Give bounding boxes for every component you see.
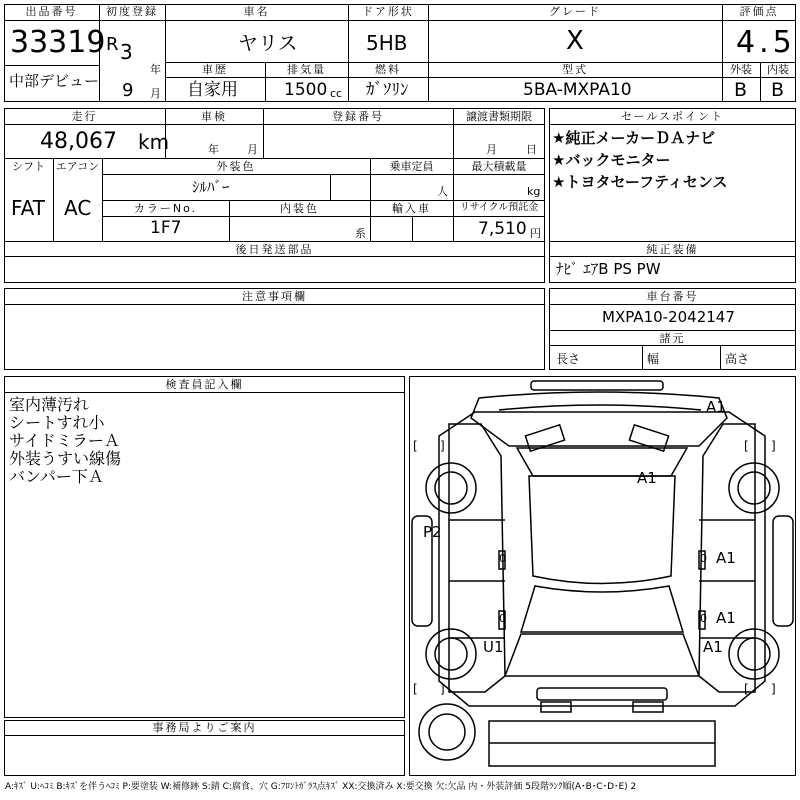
inspector-label: 検査員記入欄: [165, 378, 244, 391]
mark-zero-lf: 0: [499, 552, 506, 565]
inspection-label: 車検: [201, 110, 227, 123]
sales-points-label: セールスポイント: [620, 110, 724, 123]
grade-label: グレード: [549, 5, 601, 18]
load-unit: kg: [527, 185, 541, 198]
bracket-tr-close: ]: [771, 439, 776, 453]
inspector-note-3: サイドミラーＡ: [9, 431, 120, 450]
capacity-unit: 人: [437, 185, 448, 198]
shift: FAT: [11, 196, 46, 220]
mark-right-rear: A1: [703, 638, 723, 656]
door-type: 5HB: [366, 31, 408, 55]
interior-grade: B: [771, 79, 785, 101]
bracket-br-open: [: [744, 682, 749, 696]
exterior-color: ｼﾙﾊﾞｰ: [192, 178, 230, 196]
color-no-label: カラーNo.: [133, 202, 198, 215]
inspector-note-2: シートすれ小: [9, 413, 105, 432]
mileage-label: 走行: [71, 110, 98, 123]
first-reg-year: 3: [120, 40, 133, 64]
mark-left-front-door: P2: [423, 523, 442, 541]
displacement-label: 排気量: [287, 63, 326, 76]
door-label: ドア形状: [362, 5, 414, 18]
load-label: 最大積載量: [471, 160, 527, 173]
caution-label: 注意事項欄: [242, 290, 307, 303]
later-parts-label: 後日発送部品: [235, 243, 314, 256]
car-name: ヤリス: [238, 31, 298, 55]
mark-roof: A1: [637, 469, 657, 487]
color-label: 外装色: [216, 160, 256, 173]
interior-color-unit: 系: [355, 227, 366, 240]
ac-label: エアコン: [55, 160, 100, 173]
recycle-label: リサイクル預託金: [459, 202, 539, 213]
capacity-label: 乗車定員: [389, 160, 434, 173]
sales-point-1: ★純正メーカーＤＡナビ: [552, 129, 716, 147]
sales-point-2: ★バックモニター: [552, 151, 671, 169]
interior-label: 内装: [767, 63, 789, 76]
chassis-label: 車台番号: [646, 290, 699, 303]
fuel-label: 燃料: [375, 63, 401, 76]
bracket-tl-open: [: [413, 439, 418, 453]
color-no: 1F7: [150, 218, 182, 238]
sales-point-3: ★トヨタセーフティセンス: [552, 173, 728, 191]
history: 自家用: [187, 80, 238, 100]
inspector-note-1: 室内薄汚れ: [9, 395, 90, 414]
mark-zero-rr: 0: [700, 612, 707, 625]
history-label: 車歴: [202, 63, 228, 76]
bracket-bl-open: [: [413, 682, 418, 696]
ac: AC: [64, 196, 92, 220]
mark-left-rear: U1: [483, 638, 504, 656]
auction-name: 中部デビュー: [9, 72, 100, 90]
width-label: 幅: [647, 352, 660, 366]
length-label: 長さ: [556, 352, 581, 366]
bracket-bl-close: ]: [440, 682, 445, 696]
chassis-number: MXPA10-2042147: [602, 308, 735, 326]
grade: X: [566, 26, 584, 56]
inspection-year-unit: 年: [208, 143, 219, 156]
score-label: 評価点: [739, 5, 779, 18]
equipment-label: 純正装備: [646, 243, 699, 256]
recycle-unit: 円: [530, 227, 541, 240]
displacement-unit: cc: [330, 87, 343, 100]
mileage-unit: km: [138, 130, 170, 154]
bracket-tl-close: ]: [440, 439, 445, 453]
first-reg-label: 初度登録: [106, 5, 158, 18]
bracket-br-close: ]: [771, 682, 776, 696]
model: 5BA-MXPA10: [523, 80, 632, 100]
recycle-amount: 7,510: [478, 219, 527, 239]
inspector-note-4: 外装うすい線傷: [9, 449, 122, 468]
year-unit: 年: [150, 63, 161, 76]
mark-right-rear-door: A1: [716, 609, 736, 627]
lot-number: 33319: [10, 25, 106, 60]
interior-color-label: 内装色: [280, 202, 319, 215]
mark-hood: A1: [706, 398, 726, 416]
docs-month-unit: 月: [486, 143, 497, 156]
model-label: 型式: [562, 63, 588, 76]
fuel: ｶﾞｿﾘﾝ: [366, 80, 409, 100]
height-label: 高さ: [725, 352, 750, 366]
legend: A:ｷｽﾞ U:ﾍｺﾐ B:ｷｽﾞを伴うﾍｺﾐ P:要塗装 W:補修跡 S:錆 C:腐食、穴 G:ﾌﾛﾝﾄｶﾞﾗｽ点ｷｽﾞ XX:交換済み X:要交換 欠:欠品 内・外装評価 5段階ﾗﾝｸ順(A･B･C･D･E) 2: [5, 782, 637, 792]
bracket-tr-open: [: [744, 439, 749, 453]
office-label: 事務局よりご案内: [152, 721, 257, 734]
docs-label: 譲渡書類期限: [466, 110, 532, 123]
dims-label: 諸元: [659, 332, 686, 345]
exterior-grade: B: [734, 79, 748, 101]
mileage: 48,067: [40, 129, 117, 154]
inspection-month-unit: 月: [247, 143, 258, 156]
month-unit: 月: [150, 87, 161, 100]
first-reg-month: 9: [122, 80, 134, 101]
score: 4.5: [736, 25, 796, 60]
shift-label: シフト: [12, 160, 45, 173]
docs-day-unit: 日: [526, 143, 537, 156]
mark-zero-rf: 0: [700, 552, 707, 565]
era: R: [106, 34, 119, 55]
reg-number-label: 登録番号: [332, 110, 384, 123]
car-diagram: [409, 376, 796, 776]
equipment-value: ﾅﾋﾞ ｴｱB PS PW: [556, 260, 661, 278]
exterior-label: 外装: [730, 63, 752, 76]
mark-right-front-door: A1: [716, 549, 736, 567]
lot-label: 出品番号: [25, 5, 78, 18]
import-label: 輸入車: [392, 202, 431, 215]
mark-zero-lr: 0: [499, 612, 506, 625]
car-name-label: 車名: [243, 5, 270, 18]
inspector-note-5: バンパー下Ａ: [9, 467, 104, 486]
displacement: 1500: [284, 80, 328, 100]
